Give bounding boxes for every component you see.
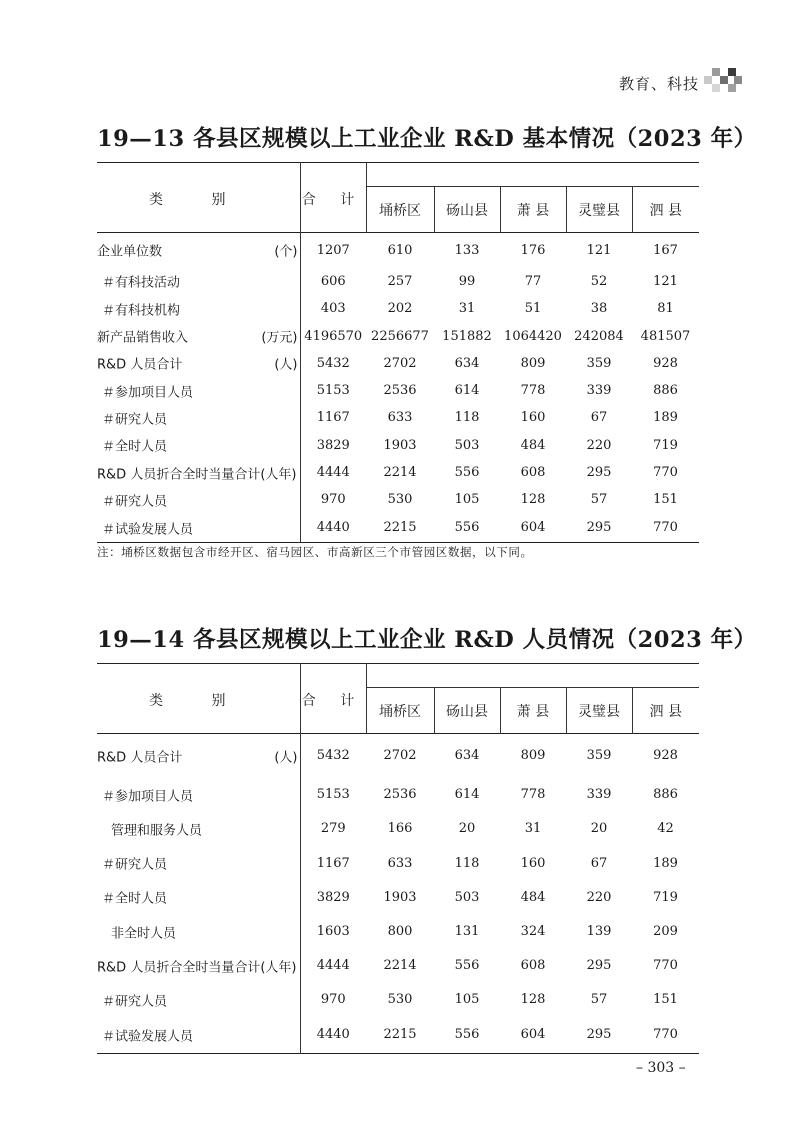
county-value-cell: 770 [653, 1027, 678, 1043]
row-label: 企业单位数 [97, 244, 163, 260]
table-row [97, 233, 699, 268]
row-label: ＃研究人员 [102, 994, 168, 1010]
county-value-cell: 167 [653, 242, 678, 258]
county-value-cell: 38 [590, 301, 608, 317]
county-value-cell: 324 [520, 924, 546, 940]
county-value-cell: 77 [524, 273, 542, 289]
row-label: ＃有科技活动 [102, 275, 181, 291]
row-label-cell [97, 295, 300, 322]
row-label: ＃全时人员 [102, 439, 168, 455]
county-value-cell: 151882 [442, 328, 492, 344]
row-label-cell [97, 350, 300, 377]
table-row [97, 404, 699, 431]
row-label-cell [97, 812, 300, 846]
county-value-cell: 809 [520, 355, 546, 371]
table-1-county-header: 灵璧县 [566, 187, 632, 233]
county-value-cell: 2536 [383, 787, 417, 803]
county-value-cell: 634 [454, 355, 480, 371]
county-value-cell: 556 [454, 520, 480, 536]
table-row [97, 295, 699, 322]
total-value-cell: 1603 [316, 924, 350, 940]
row-label: ＃试验发展人员 [102, 1029, 194, 1045]
county-value-cell: 295 [586, 1027, 612, 1043]
county-value-cell: 2215 [383, 1027, 417, 1043]
table-row [97, 778, 699, 812]
table-row [97, 880, 699, 914]
county-value-cell: 770 [653, 958, 678, 974]
table-row [97, 377, 699, 404]
county-value-cell: 242084 [574, 328, 624, 344]
table-row [97, 949, 699, 983]
table-1-title: 19—13 各县区规模以上工业企业 R&D 基本情况（2023 年） [97, 126, 757, 152]
table-row [97, 812, 699, 846]
table-row [97, 734, 699, 778]
county-value-cell: 295 [586, 520, 612, 536]
county-value-cell: 133 [454, 242, 480, 258]
county-value-cell: 151 [653, 992, 678, 1008]
row-label-cell [97, 268, 300, 295]
county-value-cell: 81 [657, 301, 674, 317]
table-2-county-header: 泗 县 [632, 688, 699, 734]
county-value-cell: 719 [653, 437, 678, 453]
total-value-cell: 1207 [316, 242, 350, 258]
county-value-cell: 51 [524, 301, 542, 317]
total-value-cell: 970 [320, 992, 346, 1008]
county-value-cell: 67 [590, 855, 608, 871]
county-value-cell: 295 [586, 958, 612, 974]
county-value-cell: 189 [653, 855, 678, 871]
county-value-cell: 928 [653, 748, 678, 764]
row-label-cell [97, 1017, 300, 1053]
total-value-cell: 3829 [316, 437, 350, 453]
total-value-cell: 4440 [316, 520, 350, 536]
total-value-cell: 1167 [316, 410, 350, 426]
county-value-cell: 105 [454, 492, 480, 508]
table-1-county-header: 砀山县 [434, 187, 500, 233]
table-row [97, 322, 699, 349]
total-value-cell: 5153 [316, 383, 350, 399]
row-label-cell [97, 983, 300, 1017]
county-value-cell: 99 [458, 273, 476, 289]
county-value-cell: 614 [454, 383, 480, 399]
county-value-cell: 604 [520, 1027, 546, 1043]
table-1-category-header: 类 别 [97, 163, 300, 233]
county-value-cell: 42 [657, 821, 674, 837]
county-value-cell: 160 [520, 855, 546, 871]
total-value-cell: 606 [320, 273, 346, 289]
county-value-cell: 295 [586, 465, 612, 481]
row-unit: (人) [274, 750, 298, 766]
total-value-cell: 5432 [316, 748, 350, 764]
row-label: ＃研究人员 [102, 857, 168, 873]
table-1 [97, 162, 699, 543]
row-label: ＃有科技机构 [102, 303, 181, 319]
county-value-cell: 220 [586, 437, 612, 453]
row-label-cell [97, 949, 300, 983]
row-label: ＃参加项目人员 [102, 385, 194, 401]
county-value-cell: 209 [653, 924, 678, 940]
table-2-total-header: 合 计 [300, 664, 366, 734]
county-value-cell: 31 [458, 301, 476, 317]
county-value-cell: 118 [454, 855, 480, 871]
county-value-cell: 31 [524, 821, 542, 837]
county-value-cell: 633 [387, 855, 413, 871]
county-value-cell: 160 [520, 410, 546, 426]
table-row [97, 513, 699, 542]
county-value-cell: 503 [454, 889, 480, 905]
county-value-cell: 151 [653, 492, 678, 508]
county-value-cell: 67 [590, 410, 608, 426]
row-label-cell [97, 322, 300, 349]
total-value-cell: 1167 [316, 855, 350, 871]
county-value-cell: 176 [520, 242, 546, 258]
row-label: 管理和服务人员 [111, 823, 203, 839]
county-value-cell: 556 [454, 1027, 480, 1043]
county-value-cell: 2256677 [371, 328, 429, 344]
table-row [97, 432, 699, 459]
county-value-cell: 128 [520, 492, 546, 508]
row-unit: (个) [274, 244, 298, 260]
table-2 [97, 663, 699, 1054]
county-value-cell: 503 [454, 437, 480, 453]
county-value-cell: 556 [454, 465, 480, 481]
table-2-county-header: 埇桥区 [366, 688, 434, 734]
table-2-county-header: 萧 县 [500, 688, 566, 734]
total-value-cell: 4444 [316, 465, 350, 481]
county-value-cell: 257 [387, 273, 413, 289]
county-value-cell: 121 [586, 242, 612, 258]
table-1-county-header: 萧 县 [500, 187, 566, 233]
row-label-cell [97, 459, 300, 486]
county-value-cell: 139 [586, 924, 612, 940]
row-label-cell [97, 377, 300, 404]
total-value-cell: 4444 [316, 958, 350, 974]
row-label-cell [97, 778, 300, 812]
total-value-cell: 279 [320, 821, 346, 837]
table-1-county-header: 埇桥区 [366, 187, 434, 233]
row-label-cell [97, 914, 300, 948]
county-value-cell: 105 [454, 992, 480, 1008]
row-label: ＃全时人员 [102, 891, 168, 907]
county-value-cell: 530 [387, 992, 413, 1008]
county-value-cell: 770 [653, 520, 678, 536]
table-1-total-header: 合 计 [300, 163, 366, 233]
county-value-cell: 1903 [383, 437, 417, 453]
county-value-cell: 928 [653, 355, 678, 371]
county-value-cell: 886 [653, 787, 678, 803]
table-row [97, 914, 699, 948]
county-value-cell: 118 [454, 410, 480, 426]
row-label-cell [97, 734, 300, 778]
county-value-cell: 128 [520, 992, 546, 1008]
county-value-cell: 1064420 [504, 328, 562, 344]
county-value-cell: 339 [586, 787, 612, 803]
county-value-cell: 359 [586, 748, 612, 764]
county-value-cell: 2214 [383, 958, 417, 974]
county-value-cell: 886 [653, 383, 678, 399]
county-value-cell: 57 [590, 492, 608, 508]
row-label: 非全时人员 [111, 926, 177, 942]
running-header [619, 73, 699, 94]
county-value-cell: 610 [387, 242, 413, 258]
table-1-county-header: 泗 县 [632, 187, 699, 233]
total-value-cell: 403 [320, 301, 346, 317]
county-value-cell: 121 [653, 273, 678, 289]
row-label: ＃参加项目人员 [102, 789, 194, 805]
county-value-cell: 166 [387, 821, 413, 837]
county-value-cell: 359 [586, 355, 612, 371]
county-value-cell: 1903 [383, 889, 417, 905]
row-unit: (人) [274, 357, 298, 373]
row-label-cell [97, 513, 300, 542]
county-value-cell: 778 [520, 383, 546, 399]
total-value-cell: 3829 [316, 889, 350, 905]
row-label: R&D 人员折合全时当量合计(人年) [97, 960, 297, 976]
checker-decoration-icon [704, 68, 742, 92]
county-value-cell: 484 [520, 889, 546, 905]
running-header-text: 教育、科技 [618, 75, 699, 93]
county-value-cell: 604 [520, 520, 546, 536]
table-2-county-header: 砀山县 [434, 688, 500, 734]
row-label-cell [97, 432, 300, 459]
table-2-category-header: 类 别 [97, 664, 300, 734]
county-value-cell: 530 [387, 492, 413, 508]
table-row [97, 846, 699, 880]
county-value-cell: 20 [590, 821, 608, 837]
table-2-county-header: 灵璧县 [566, 688, 632, 734]
row-label: R&D 人员折合全时当量合计(人年) [97, 467, 297, 483]
county-value-cell: 2702 [383, 748, 417, 764]
county-value-cell: 189 [653, 410, 678, 426]
table-row [97, 486, 699, 513]
county-value-cell: 778 [520, 787, 546, 803]
table-1-note: 注：埇桥区数据包含市经开区、宿马园区、市高新区三个市管园区数据，以下同。 [97, 545, 533, 559]
total-value-cell: 5153 [316, 787, 350, 803]
table-row [97, 268, 699, 295]
row-label: ＃研究人员 [102, 412, 168, 428]
row-label: ＃试验发展人员 [102, 522, 194, 538]
county-value-cell: 481507 [640, 328, 691, 344]
county-value-cell: 2215 [383, 520, 417, 536]
total-value-cell: 4440 [316, 1027, 350, 1043]
total-value-cell: 4196570 [304, 328, 363, 344]
county-value-cell: 131 [454, 924, 480, 940]
page-number: – 303 – [636, 1060, 686, 1076]
county-value-cell: 614 [454, 787, 480, 803]
county-value-cell: 220 [586, 889, 612, 905]
row-label-cell [97, 486, 300, 513]
row-label: ＃研究人员 [102, 494, 168, 510]
county-value-cell: 2536 [383, 383, 417, 399]
row-label: 新产品销售收入 [97, 330, 189, 346]
county-value-cell: 2702 [383, 355, 417, 371]
county-value-cell: 634 [454, 748, 480, 764]
county-value-cell: 52 [590, 273, 608, 289]
county-value-cell: 770 [653, 465, 678, 481]
table-row [97, 459, 699, 486]
total-value-cell: 970 [320, 492, 346, 508]
county-value-cell: 202 [387, 301, 413, 317]
county-value-cell: 20 [458, 821, 476, 837]
county-value-cell: 809 [520, 748, 546, 764]
row-label-cell [97, 233, 300, 268]
row-unit: (万元) [261, 330, 298, 346]
county-value-cell: 556 [454, 958, 480, 974]
table-2-title: 19—14 各县区规模以上工业企业 R&D 人员情况（2023 年） [97, 627, 757, 653]
county-value-cell: 57 [590, 992, 608, 1008]
county-value-cell: 633 [387, 410, 413, 426]
row-label-cell [97, 404, 300, 431]
total-value-cell: 5432 [316, 355, 350, 371]
county-value-cell: 608 [520, 465, 546, 481]
row-label: R&D 人员合计 [97, 750, 183, 766]
row-label-cell [97, 846, 300, 880]
county-value-cell: 800 [387, 924, 413, 940]
table-row [97, 983, 699, 1017]
row-label: R&D 人员合计 [97, 357, 183, 373]
county-value-cell: 339 [586, 383, 612, 399]
table-row [97, 1017, 699, 1053]
table-row [97, 350, 699, 377]
county-value-cell: 2214 [383, 465, 417, 481]
county-value-cell: 608 [520, 958, 546, 974]
county-value-cell: 484 [520, 437, 546, 453]
row-label-cell [97, 880, 300, 914]
county-value-cell: 719 [653, 889, 678, 905]
